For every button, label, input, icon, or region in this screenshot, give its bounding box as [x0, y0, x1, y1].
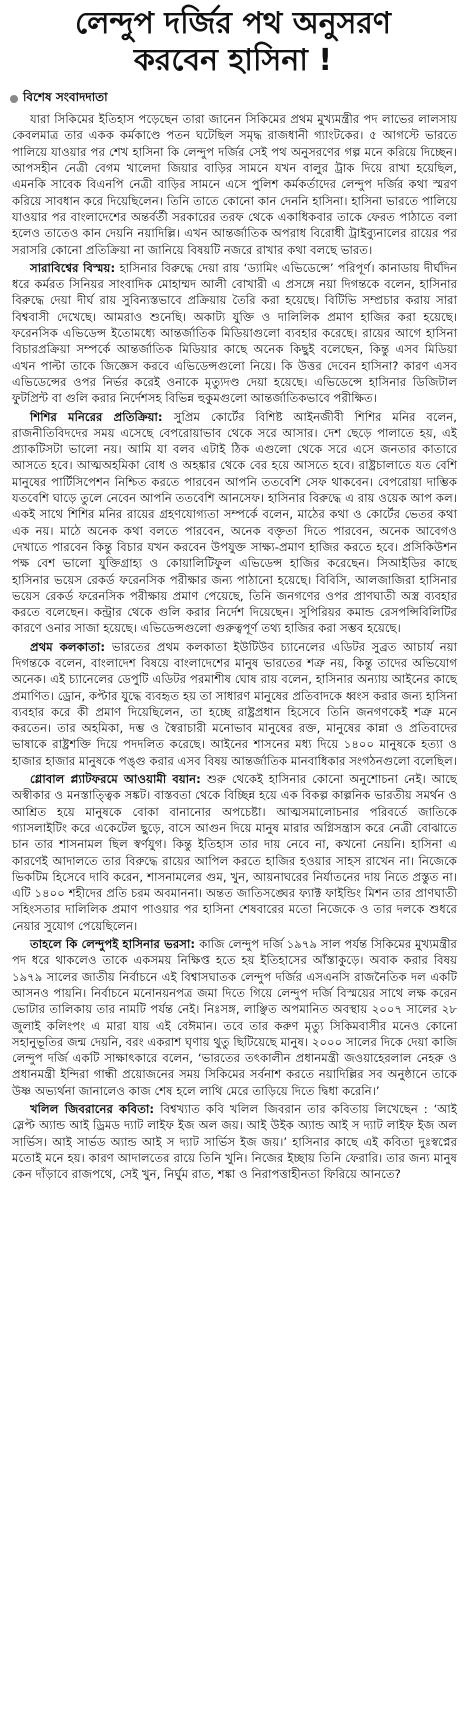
subheading: প্রথম কলকাতা — [30, 639, 101, 654]
paragraph-text: হাসিনার বিরুদ্ধে দেয়া রায় ‘ড্যামিং এভিডেন্সে’ পরিপূর্ণ। কানাডায় দীর্ঘদিন ধরে কর্মরত সিনিয়র সাংবাদিক মোহাম্মদ আলী বোখারী এ প্রসঙ্গে নয়া দিগন্তকে বলেন, হাসিনার বিরুদ্ধে দেয়া দীর্ঘ রায় সুবিন্যস্তভাবে প্রক্রিয়ায় তৈরি করা হয়েছে। বিটিভি সম্প্রচার করায় সারা বিশ্ববাসী দেখেছে। আমরাও শুনেছি। অকাট্য যুক্তি ও দালিলিক প্রমাণ হাজির করা হয়েছে। ফরেনসিক এভিডেন্স ইতোমধ্যে আন্তর্জাতিক মিডিয়াগুলো ব্যবহার করেছে। রায়ের আগে হাসিনা বিচারপ্রক্রিয়া সম্পর্কে আন্তর্জাতিক মিডিয়ার কাছে অনেক কিছুই বলেছেন, কিন্তু এসব মিডিয়া এখন পাল্টা তাকে জিজ্ঞেস করবে এভিডেন্সগুলো নিয়ে। কি উত্তর দেবেন হাসিনা? কারণ এসব এভিডেন্সের ওপর নির্ভর করেই ওনাকে মৃত্যুদণ্ড দেয়া হয়েছে। এভিডেন্সে হাসিনার ডিজিটাল ফুটপ্রিন্ট বা গুলি করার নির্দেশসহ বিভিন্ন হুকুমগুলো আন্তর্জাতিকভাবে পরীক্ষিত। — [12, 260, 457, 406]
paragraph: তাহলে কি লেন্দুপই হাসিনার ভরসা: কাজি লেন্দুপ দর্জি ১৯৭৯ সাল পর্যন্ত সিকিমের মুখ্যমন্ত্রীর পদ ধরে থাকলেও তাকে একসময় নিক্ষিপ্ত হতে হয় ইতিহাসের আঁস্তাকুড়ে। অবাক করার বিষয় ১৯৭৯ সালের জাতীয় নির্বাচনে এই বিশ্বাসঘাতক লেন্দুপ দর্জির এসএনসি রাজনৈতিক দল একটি আসনও পায়নি। নির্বাচনে মনোনয়নপত্র জমা দিতে গিয়ে লেন্দুপ দর্জি বিস্ময়ের সাথে লক্ষ করেন ভোটার তালিকায় তার নামটি পর্যন্ত নেই। নিঃসঙ্গ, লাঞ্ছিত অপমানিত অবস্থায় ২০০৭ সালের ২৮ জুলাই কলিংপং এ মারা যায় এই বেঈমান। তবে তার করুণ মৃত্যু সিকিমবাসীর মনেও কোনো সহানুভূতির জন্ম দেয়নি, বরং একরাশ ঘৃণায় থুতু ছিটিয়েছে মানুষ। ২০০০ সালের দিকে দেয়া কাজি লেন্দুপ দর্জি একটি সাক্ষাৎকারে বলেন, ‘ভারতের তৎকালীন প্রধানমন্ত্রী জওয়াহেরলাল নেহরু ও প্রধানমন্ত্রী ইন্দিরা গান্ধী প্রয়োজনের সময় সিকিমের সর্বনাশ করতে নয়াদিল্লির সব অনুষ্ঠানে তাকে উষ্ণ অভ্যর্থনা জানালেও কাজ শেষ হলে লাথি মেরে তাড়িয়ে দিতে দ্বিধা করেনি।’ — [12, 937, 457, 1098]
subheading: সারাবিশ্বের বিস্ময় — [30, 260, 111, 275]
paragraph: প্রথম কলকাতা: ভারতের প্রথম কলকাতা ইউটিউব চ্যানেলের এডিটর সুব্রত আচার্য নয়া দিগন্তকে বলেন, বাংলাদেশ বিষয়ে বাংলাদেশের মানুষ ভারতের শত্রু নয়, কিন্তু তাদের অভিযোগ অনেক। এই চ্যানেলের ডেপুটি এডিটর পরমাশীষ ঘোষ রায় বলেন, হাসিনার অন্যায় আইনের কাছে প্রমাণিত। ড্রোন, কপ্টার যুদ্ধে ব্যবহৃত হয় তা সাধারণ মানুষের প্রতিবাদকে ধ্বংস করার জন্য হাসিনা ব্যবহার করে কী প্রমাণ দিয়েছিলেন, তা হচ্ছে রাষ্ট্রপ্রধান হিসেবে তিনি জনগণকেই শত্রু মনে করতেন। তার অহমিকা, দম্ভ ও স্বৈরাচারী মনোভাব মানুষের রক্ত, মানুষের কান্না ও প্রতিবাদের ভাষাকে রাষ্ট্রশক্তি দিয়ে পদদলিত করেছে। আইনের শাসনের মধ্য দিয়ে ১৪০০ মানুষকে হত্যা ও হাজার হাজার মানুষকে পঙ্গু করার এসব বিষয় আন্তর্জাতিক মানবাধিকার সংগঠনগুলো বলেছিল। — [12, 639, 457, 768]
paragraph — [12, 111, 457, 258]
byline — [10, 89, 452, 109]
subheading: গ্লোবাল প্ল্যাটফরমে আওয়ামী বয়ান — [30, 772, 197, 787]
subheading: তাহলে কি লেন্দুপই হাসিনার ভরসা — [30, 937, 191, 952]
paragraph: খলিল জিবরানের কবিতা: বিশ্বখ্যাত কবি খলিল জিবরান তার কবিতায় লিখেছেন : ‘আই স্লেপ্ট অ্যান্ড আই ড্রিমড দ্যাট লাইফ ইজ অল জয়। আই উইক অ্যান্ড আই স দ্যাট লাইফ ইজ অল সার্ভিস। আই সার্ভড অ্যান্ড আই স দ্যাট সার্ভিস ইজ জয়।’ হাসিনার কাছে এই কবিতা দুঃস্বপ্নের মতোই মনে হয়। কারণ আদালতের রায়ে তিনি খুনি। নিজের ইচ্ছায় তিনি ফেরারি। তার জন্য মানুষ কেন দাঁড়াবে রাজপথে, সেই খুন, নির্ঘুম রাত, শঙ্কা ও নিরাপত্তাহীনতা ফিরিয়ে আনতে? — [12, 1102, 457, 1182]
bullet-icon — [10, 95, 18, 103]
paragraph: গ্লোবাল প্ল্যাটফরমে আওয়ামী বয়ান: শুরু থেকেই হাসিনার কোনো অনুশোচনা নেই। আছে অস্বীকার ও মনস্তাত্ত্বিক সঙ্কট। বাস্তবতা থেকে বিচ্ছিন্ন হয়ে এক বিকল্প কাল্পনিক ভারতীয় সমর্থন ও আশ্রিত হয়ে মানুষকে বোকা বানানোর অপচেষ্টা। আত্মসমালোচনার পরিবর্তে জাতিকে গ্যাসলাইটিং করে একেটেল ছুড়ে, বাসে আগুন দিয়ে মানুষ মারার অগ্নিসন্ত্রাস করে নেত্রী বোঝাতে চান তার শাসনামল ছিল স্বর্ণযুগ। কিন্তু ইতিহাস তার দায় নেবে না, কখনো নেয়নি। হাসিনা এ কারণেই আদালতে তার বিরুদ্ধে রায়ের আপিল করতে হাজির হওয়ার সাহস রাখেন না। নিজেকে ভিকটিম হিসেবে দাবি করেন, শাসনামলের গুম, খুন, আয়নাঘরের নির্যাতনের দায় নিতে প্রস্তুত না। এটি ১৪০০ শহীদের প্রতি চরম অবমাননা। অন্তত জাতিসঙ্ঘের ফ্যাক্ট ফাইন্ডিং মিশন তার প্রাণঘাতী সহিংসতার দালিলিক প্রমাণ পাওয়ার পর হাসিনা শেষবারের মতো নিজেকে ও তার দলকে শুধরে নেয়ার সুযোগ পেয়েছিলেন। — [12, 772, 458, 933]
paragraph-text: সুপ্রিম কোর্টের বিশিষ্ট আইনজীবী শিশির মনির বলেন, রাজনীতিবিদদের সময় এসেছে বেপরোয়াভাব থেকে সরে আসার। দেশ ছেড়ে পালাতে হয়, এই প্র্যাকটিসটা ভালো নয়। আমি যা বলব এটাই ঠিক এগুলো থেকে সরে এসে জনতার কাতারে আসতে হবে। আত্মঅহমিকা বোধ ও অহঙ্কার থেকে বের হয়ে আসতে হবে। রাষ্ট্রচালাতে যত বেশি মানুষের পার্টিসিপেশন নিশ্চিত করতে পারবেন আপনি ততবেশি সেফ থাকবেন। বেপরোয়া দাম্ভিক যতবেশি ঘাড়ে তুলে নেবেন আপনি ততবেশি আনসেফ। হাসিনার বিরুদ্ধে এ রায় ওয়েক আপ কল। একই সাথে শিশির মনির রায়ের গ্রহণযোগ্যতা সম্পর্কে বলেন, মাঠের কথা ও কোর্টের ভেতর কথা এক নয়। মাঠে অনেক কথা বলতে পারবেন, অনেক বক্তৃতা দিতে পারবেন, অনেক আবেগও দেখাতে পারবেন কিন্তু বিচার যখন করবেন উপযুক্ত সাক্ষ্য-প্রমাণ হাজির করতে হবে। প্রসিকিউশন পক্ষ বেশ ভালো যুক্তিগ্রাহ্য ও কোয়ালিটিফুল এভিডেন্স হাজির করেছেন। সিআইডির কাছে হাসিনার ভয়েস রেকর্ড ফরেনসিক পরীক্ষার জন্য পাঠানো হয়েছে। বিবিসি, আলজাজিরা হাসিনার ভয়েস রেকর্ড ফরেনসিক পরীক্ষায় প্রমাণ পেয়েছে, তিনি জনগণের ওপর প্রাণঘাতী অস্ত্র ব্যবহার করতে বলেছেন। কন্ট্রার থেকে গুলি করার নির্দেশ দিয়েছেন। সুপিরিয়র কমান্ড রেসপন্সিবিলিটির কারণে ওনার সাজা হয়েছে। এভিডেন্সগুলো গুরুত্বপূর্ণ তথ্য হাজির করা সম্ভব হয়েছে। — [12, 409, 457, 636]
paragraph: শিশির মনিরের প্রতিক্রিয়া: সুপ্রিম কোর্টের বিশিষ্ট আইনজীবী শিশির মনির বলেন, রাজনীতিবিদদের সময় এসেছে বেপরোয়াভাব থেকে সরে আসার। দেশ ছেড়ে পালাতে হয়, এই প্র্যাকটিসটা ভালো নয়। আমি যা বলব এটাই ঠিক এগুলো থেকে সরে এসে জনতার কাতারে আসতে হবে। আত্মঅহমিকা বোধ ও অহঙ্কার থেকে বের হয়ে আসতে হবে। রাষ্ট্রচালাতে যত বেশি মানুষের পার্টিসিপেশন নিশ্চিত করতে পারবেন আপনি ততবেশি সেফ থাকবেন। বেপরোয়া দাম্ভিক যতবেশি ঘাড়ে তুলে নেবেন আপনি ততবেশি আনসেফ। হাসিনার বিরুদ্ধে এ রায় ওয়েক আপ কল। একই সাথে শিশির মনির রায়ের গ্রহণযোগ্যতা সম্পর্কে বলেন, মাঠের কথা ও কোর্টের ভেতর কথা এক নয়। মাঠে অনেক কথা বলতে পারবেন, অনেক বক্তৃতা দিতে পারবেন, অনেক আবেগও দেখাতে পারবেন কিন্তু বিচার যখন করবেন উপযুক্ত সাক্ষ্য-প্রমাণ হাজির করতে হবে। প্রসিকিউশন পক্ষ বেশ ভালো যুক্তিগ্রাহ্য ও কোয়ালিটিফুল এভিডেন্স হাজির করেছেন। সিআইডির কাছে হাসিনার ভয়েস রেকর্ড ফরেনসিক পরীক্ষার জন্য পাঠানো হয়েছে। বিবিসি, আলজাজিরা হাসিনার ভয়েস রেকর্ড ফরেনসিক পরীক্ষায় প্রমাণ পেয়েছে, তিনি জনগণের ওপর প্রাণঘাতী অস্ত্র ব্যবহার করতে বলেছেন। কন্ট্রার থেকে গুলি করার নির্দেশ দিয়েছেন। সুপিরিয়র কমান্ড রেসপন্সিবিলিটির কারণে ওনার সাজা হয়েছে। এভিডেন্সগুলো গুরুত্বপূর্ণ তথ্য হাজির করা সম্ভব হয়েছে। — [12, 409, 457, 636]
paragraph-text: ভারতের প্রথম কলকাতা ইউটিউব চ্যানেলের এডিটর সুব্রত আচার্য নয়া দিগন্তকে বলেন, বাংলাদেশ বিষয়ে বাংলাদেশের মানুষ ভারতের শত্রু নয়, কিন্তু তাদের অভিযোগ অনেক। এই চ্যানেলের ডেপুটি এডিটর পরমাশীষ ঘোষ রায় বলেন, হাসিনার অন্যায় আইনের কাছে প্রমাণিত। ড্রোন, কপ্টার যুদ্ধে ব্যবহৃত হয় তা সাধারণ মানুষের প্রতিবাদকে ধ্বংস করার জন্য হাসিনা ব্যবহার করে কী প্রমাণ দিয়েছিলেন, তা হচ্ছে রাষ্ট্রপ্রধান হিসেবে তিনি জনগণকেই শত্রু মনে করতেন। তার অহমিকা, দম্ভ ও স্বৈরাচারী মনোভাব মানুষের রক্ত, মানুষের কান্না ও প্রতিবাদের ভাষাকে রাষ্ট্রশক্তি দিয়ে পদদলিত করেছে। আইনের শাসনের মধ্য দিয়ে ১৪০০ মানুষকে হত্যা ও হাজার হাজার মানুষকে পঙ্গু করার এসব বিষয় আন্তর্জাতিক মানবাধিকার সংগঠনগুলো বলেছিল। — [12, 639, 457, 768]
paragraph-text: কাজি লেন্দুপ দর্জি ১৯৭৯ সাল পর্যন্ত সিকিমের মুখ্যমন্ত্রীর পদ ধরে থাকলেও তাকে একসময় নিক্ষিপ্ত হতে হয় ইতিহাসের আঁস্তাকুড়ে। অবাক করার বিষয় ১৯৭৯ সালের জাতীয় নির্বাচনে এই বিশ্বাসঘাতক লেন্দুপ দর্জির এসএনসি রাজনৈতিক দল একটি আসনও পায়নি। নির্বাচনে মনোনয়নপত্র জমা দিতে গিয়ে লেন্দুপ দর্জি বিস্ময়ের সাথে লক্ষ করেন ভোটার তালিকায় তার নামটি পর্যন্ত নেই। নিঃসঙ্গ, লাঞ্ছিত অপমানিত অবস্থায় ২০০৭ সালের ২৮ জুলাই কলিংপং এ মারা যায় এই বেঈমান। তবে তার করুণ মৃত্যু সিকিমবাসীর মনেও কোনো সহানুভূতির জন্ম দেয়নি, বরং একরাশ ঘৃণায় থুতু ছিটিয়েছে মানুষ। ২০০০ সালের দিকে দেয়া কাজি লেন্দুপ দর্জি একটি সাক্ষাৎকারে বলেন, ‘ভারতের তৎকালীন প্রধানমন্ত্রী জওয়াহেরলাল নেহরু ও প্রধানমন্ত্রী ইন্দিরা গান্ধী প্রয়োজনের সময় সিকিমের সর্বনাশ করতে নয়াদিল্লির সব অনুষ্ঠানে তাকে উষ্ণ অভ্যর্থনা জানালেও কাজ শেষ হলে লাথি মেরে তাড়িয়ে দিতে দ্বিধা করেনি।’ — [12, 937, 457, 1098]
article-body — [12, 111, 457, 1182]
paragraph-text: যারা সিকিমের ইতিহাস পড়েছেন তারা জানেন সিকিমের প্রথম মুখ্যমন্ত্রীর পদ লাভের লালসায় কেবলমাত্র তার একক কর্মকাণ্ডে পতন ঘটেছিল সমৃদ্ধ রাজধানী গ্যাংটকের। ৫ আগস্টে ভারতে পালিয়ে যাওয়ার পর শেখ হাসিনা কি লেন্দুপ দর্জির সেই পথ অনুসরণের গল্প মনে করিয়ে দিচ্ছেন। আপসহীন নেত্রী বেগম খালেদা জিয়ার বাড়ির সামনে যখন বালুর ট্রাক দিয়ে রাখা হয়েছিল, এমনকি সাবেক বিএনপি নেত্রী বাড়ির সামনে এসে পুলিশ কর্মকর্তাদের লেন্দুপ দর্জির কথা স্মরণ করিয়ে সাবধান করে দিয়েছিলেন। তিনি তাতে কোনো কান দেননি হাসিনা। হাসিনা ভারতে পালিয়ে যাওয়ার পর বাংলাদেশের অন্তর্বর্তী সরকারের তরফ থেকে একাধিকবার তাকে ফেরত পাঠাতে বলা হলেও তাতেও কান দেয়নি নয়াদিল্লি। এখন আন্তর্জাতিক অপরাধ বিরোধী ট্রাইব্যুনালের রায়ের পর সরাসরি কোনো প্রতিক্রিয়া না জানিয়ে বিষয়টি নজরে রাখার কথা বলছে ভারত। — [12, 112, 457, 257]
byline-text: বিশেষ সংবাদদাতা — [23, 90, 108, 105]
subheading: শিশির মনিরের প্রতিক্রিয়া — [30, 409, 158, 424]
paragraph-text: শুরু থেকেই হাসিনার কোনো অনুশোচনা নেই। আছে অস্বীকার ও মনস্তাত্ত্বিক সঙ্কট। বাস্তবতা থেকে বিচ্ছিন্ন হয়ে এক বিকল্প কাল্পনিক ভারতীয় সমর্থন ও আশ্রিত হয়ে মানুষকে বোকা বানানোর অপচেষ্টা। আত্মসমালোচনার পরিবর্তে জাতিকে গ্যাসলাইটিং করে একেটেল ছুড়ে, বাসে আগুন দিয়ে মানুষ মারার অগ্নিসন্ত্রাস করে নেত্রী বোঝাতে চান তার শাসনামল ছিল স্বর্ণযুগ। কিন্তু ইতিহাস তার দায় নেবে না, কখনো নেয়নি। হাসিনা এ কারণেই আদালতে তার বিরুদ্ধে রায়ের আপিল করতে হাজির হওয়ার সাহস রাখেন না। নিজেকে ভিকটিম হিসেবে দাবি করেন, শাসনামলের গুম, খুন, আয়নাঘরের নির্যাতনের দায় নিতে প্রস্তুত না। এটি ১৪০০ শহীদের প্রতি চরম অবমাননা। অন্তত জাতিসঙ্ঘের ফ্যাক্ট ফাইন্ডিং মিশন তার প্রাণঘাতী সহিংসতার দালিলিক প্রমাণ পাওয়ার পর হাসিনা শেষবারের মতো নিজেকে ও তার দলকে শুধরে নেয়ার সুযোগ পেয়েছিলেন। — [12, 772, 458, 933]
paragraph-text: বিশ্বখ্যাত কবি খলিল জিবরান তার কবিতায় লিখেছেন : ‘আই স্লেপ্ট অ্যান্ড আই ড্রিমড দ্যাট লাইফ ইজ অল জয়। আই উইক অ্যান্ড আই স দ্যাট লাইফ ইজ অল সার্ভিস। আই সার্ভড অ্যান্ড আই স দ্যাট সার্ভিস ইজ জয়।’ হাসিনার কাছে এই কবিতা দুঃস্বপ্নের মতোই মনে হয়। কারণ আদালতের রায়ে তিনি খুনি। নিজের ইচ্ছায় তিনি ফেরারি। তার জন্য মানুষ কেন দাঁড়াবে রাজপথে, সেই খুন, নির্ঘুম রাত, শঙ্কা ও নিরাপত্তাহীনতা ফিরিয়ে আনতে? — [12, 1102, 457, 1182]
headline-line-2: করবেন হাসিনা ! — [133, 42, 333, 78]
headline — [8, 6, 458, 79]
subheading: খলিল জিবরানের কবিতা — [30, 1102, 150, 1116]
headline-line-1: লেন্দুপ দর্জির পথ অনুসরণ — [74, 6, 392, 41]
paragraph: সারাবিশ্বের বিস্ময়: হাসিনার বিরুদ্ধে দেয়া রায় ‘ড্যামিং এভিডেন্সে’ পরিপূর্ণ। কানাডায় দীর্ঘদিন ধরে কর্মরত সিনিয়র সাংবাদিক মোহাম্মদ আলী বোখারী এ প্রসঙ্গে নয়া দিগন্তকে বলেন, হাসিনার বিরুদ্ধে দেয়া দীর্ঘ রায় সুবিন্যস্তভাবে প্রক্রিয়ায় তৈরি করা হয়েছে। বিটিভি সম্প্রচার করায় সারা বিশ্ববাসী দেখেছে। আমরাও শুনেছি। অকাট্য যুক্তি ও দালিলিক প্রমাণ হাজির করা হয়েছে। ফরেনসিক এভিডেন্স ইতোমধ্যে আন্তর্জাতিক মিডিয়াগুলো ব্যবহার করেছে। রায়ের আগে হাসিনা বিচারপ্রক্রিয়া সম্পর্কে আন্তর্জাতিক মিডিয়ার কাছে অনেক কিছুই বলেছেন, কিন্তু এসব মিডিয়া এখন পাল্টা তাকে জিজ্ঞেস করবে এভিডেন্সগুলো নিয়ে। কি উত্তর দেবেন হাসিনা? কারণ এসব এভিডেন্সের ওপর নির্ভর করেই ওনাকে মৃত্যুদণ্ড দেয়া হয়েছে। এভিডেন্সে হাসিনার ডিজিটাল ফুটপ্রিন্ট বা গুলি করার নির্দেশসহ বিভিন্ন হুকুমগুলো আন্তর্জাতিকভাবে পরীক্ষিত। — [12, 260, 457, 406]
